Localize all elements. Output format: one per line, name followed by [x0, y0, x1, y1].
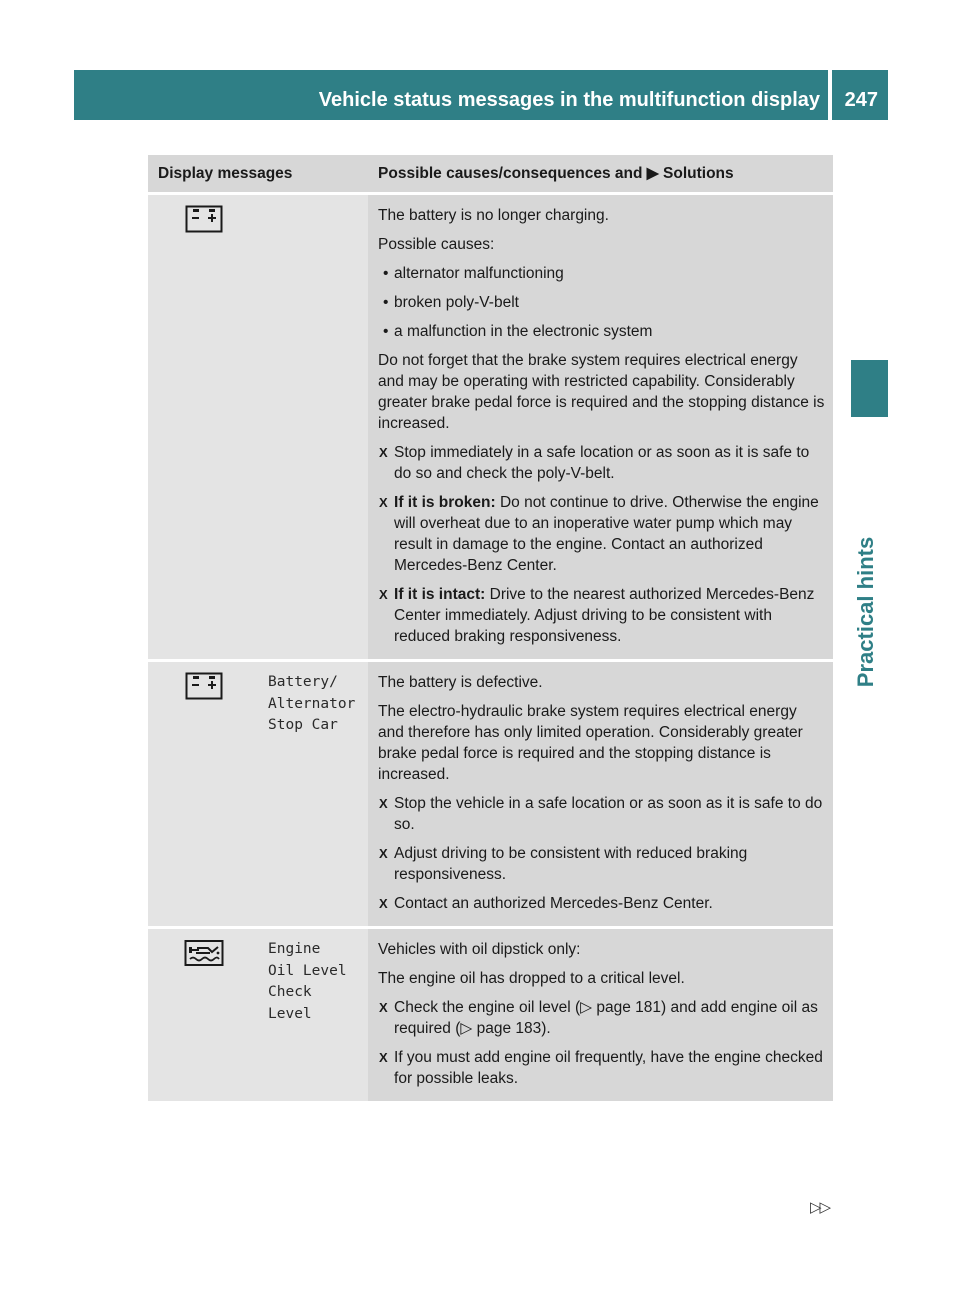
page-number: 247	[844, 89, 878, 111]
display-text-cell	[258, 661, 368, 928]
action-step: X Contact an authorized Mercedes-Benz Center.	[379, 895, 713, 912]
step-arrow-icon: X	[379, 896, 388, 911]
action-step: X If it is intact: Drive to the nearest authorized Mercedes-Benz Center immediately. Adjust driving to be consistent with reduced braking responsiveness.	[379, 586, 815, 645]
icon-cell	[148, 661, 258, 928]
step-arrow-icon: X	[379, 587, 388, 602]
header-divider	[828, 70, 832, 120]
paragraph: The engine oil has dropped to a critical level.	[378, 970, 685, 987]
display-line: Check	[268, 984, 312, 1000]
display-text-cell	[258, 928, 368, 1103]
step-arrow-icon: X	[379, 445, 388, 460]
action-step: X Stop immediately in a safe location or as soon as it is safe to do so and check the poly-V-belt.	[379, 444, 810, 482]
section-tab	[851, 360, 888, 417]
paragraph: The battery is no longer charging.	[378, 207, 609, 224]
table-row	[148, 928, 833, 1103]
display-line: Alternator	[268, 695, 356, 712]
column-header-display: Display messages	[148, 155, 368, 194]
cause-item: • broken poly-V-belt	[378, 292, 825, 313]
solution-cell	[368, 928, 833, 1103]
action-step: X Adjust driving to be consistent with reduced braking responsiveness.	[379, 845, 748, 883]
solution-cell	[368, 194, 833, 661]
step-arrow-icon: X	[379, 1050, 388, 1065]
paragraph: The battery is defective.	[378, 674, 543, 691]
display-line: Battery/	[268, 674, 338, 690]
messages-table	[148, 155, 833, 1104]
action-step: X Check the engine oil level (▷ page 181) and add engine oil as required (▷ page 183).	[379, 999, 818, 1037]
icon-cell	[148, 194, 258, 661]
cause-item: • a malfunction in the electronic system	[378, 321, 825, 342]
solution-cell	[368, 661, 833, 928]
display-line: Oil Level	[268, 962, 347, 979]
header-title: Vehicle status messages in the multifunction display	[318, 89, 820, 111]
display-line: Engine	[268, 941, 321, 957]
paragraph: Vehicles with oil dipstick only:	[378, 941, 581, 958]
icon-cell	[148, 928, 258, 1103]
paragraph: Possible causes:	[378, 236, 495, 253]
action-step: X If you must add engine oil frequently, have the engine checked for possible leaks.	[379, 1049, 823, 1087]
display-line: Stop Car	[268, 717, 338, 733]
display-text-cell	[258, 194, 368, 661]
action-step: X If it is broken: Do not continue to drive. Otherwise the engine will overheat due to an inoperative water pump which may result in damage to the engine. Contact an authorized Mercedes-Benz Center.	[379, 494, 819, 574]
step-arrow-icon: X	[379, 1000, 388, 1015]
paragraph: The electro-hydraulic brake system requires electrical energy and therefore has only limited operation. Considerably greater brake pedal force is required and the stopping distance is increased.	[378, 703, 803, 783]
paragraph: Do not forget that the brake system requires electrical energy and may be operating with restricted capability. Considerably greater brake pedal force is required and the stopping distance is increased.	[378, 352, 825, 432]
continued-marker: ▷▷	[810, 1199, 830, 1216]
display-line: Level	[268, 1005, 312, 1022]
battery-icon	[185, 672, 223, 700]
section-label: Practical hints	[853, 536, 878, 688]
table-row	[148, 194, 833, 661]
page-header	[74, 70, 888, 120]
action-step: X Stop the vehicle in a safe location or as soon as it is safe to do so.	[379, 795, 823, 833]
table-header-row	[148, 155, 833, 194]
step-arrow-icon: X	[379, 796, 388, 811]
step-arrow-icon: X	[379, 495, 388, 510]
battery-icon	[185, 205, 223, 233]
column-header-solutions: Possible causes/consequences and ▶ Solutions	[368, 155, 833, 194]
cause-item: • alternator malfunctioning	[378, 263, 825, 284]
table-row	[148, 661, 833, 928]
step-arrow-icon: X	[379, 846, 388, 861]
oil-level-icon	[184, 939, 224, 967]
